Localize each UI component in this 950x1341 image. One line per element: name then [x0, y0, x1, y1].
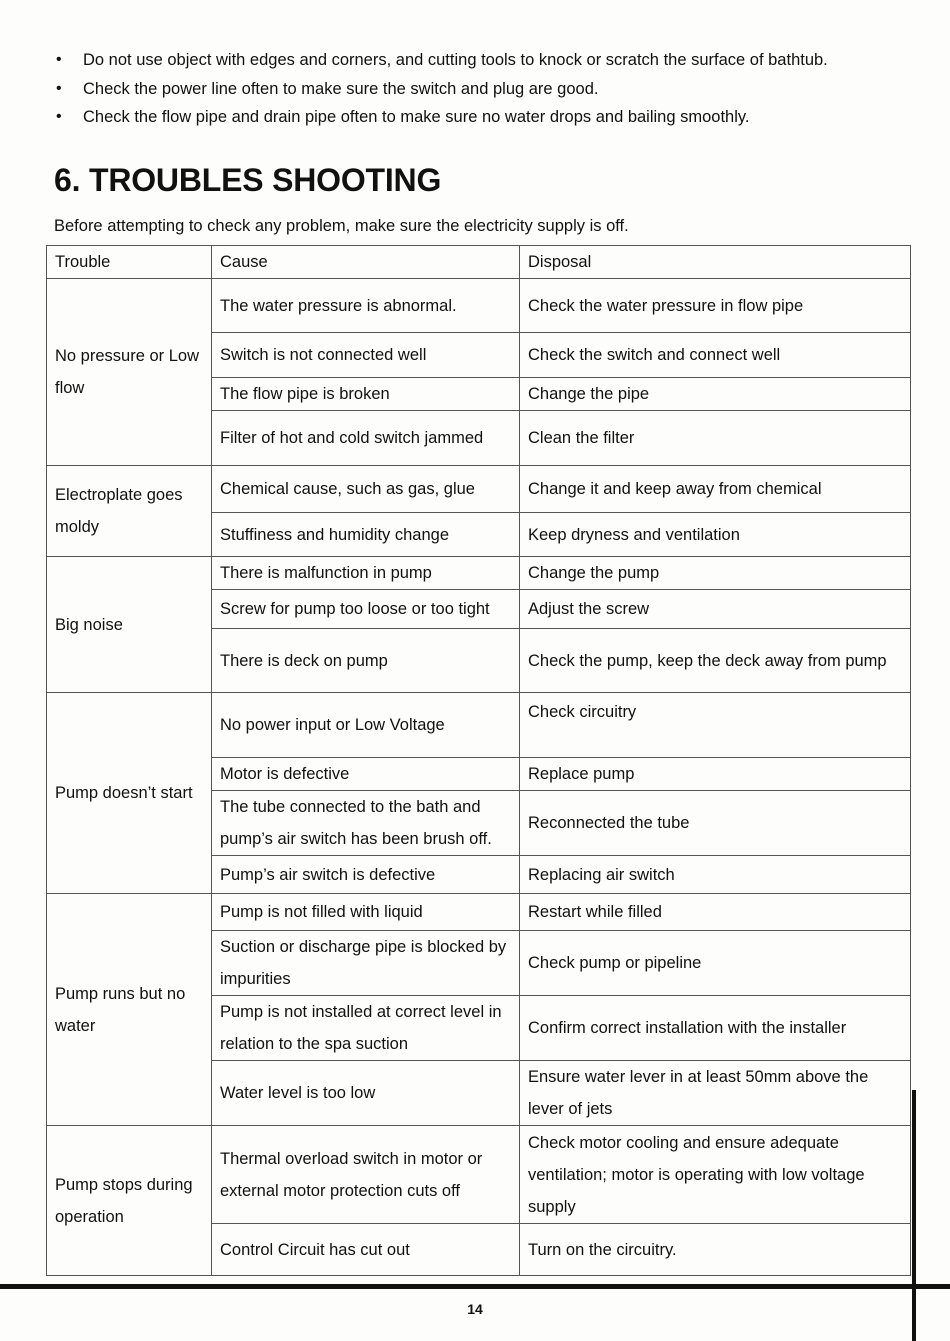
- cause-cell: Stuffiness and humidity change: [212, 513, 520, 557]
- cause-cell: There is deck on pump: [212, 629, 520, 693]
- cause-cell: Pump is not installed at correct level in relation to the spa suction: [212, 996, 520, 1061]
- disposal-cell: Replace pump: [520, 758, 911, 791]
- page-number: 14: [467, 1301, 483, 1317]
- disposal-cell: Turn on the circuitry.: [520, 1224, 911, 1276]
- cause-cell: Switch is not connected well: [212, 333, 520, 378]
- cause-cell: Motor is defective: [212, 758, 520, 791]
- disposal-cell: Check the water pressure in flow pipe: [520, 279, 911, 333]
- header-disposal: Disposal: [520, 246, 911, 279]
- cause-cell: Pump is not filled with liquid: [212, 894, 520, 931]
- disposal-cell: Check motor cooling and ensure adequate ventilation; motor is operating with low voltage supply: [520, 1126, 911, 1224]
- cause-cell: The water pressure is abnormal.: [212, 279, 520, 333]
- bullet-item: • Check the flow pipe and drain pipe often to make sure no water drops and bailing smoothly.: [54, 103, 924, 132]
- disposal-cell: Check the pump, keep the deck away from pump: [520, 629, 911, 693]
- table-row: [47, 279, 911, 333]
- cause-cell: The tube connected to the bath and pump’s air switch has been brush off.: [212, 791, 520, 856]
- cause-cell: Filter of hot and cold switch jammed: [212, 411, 520, 466]
- troubleshooting-table: [46, 245, 911, 1276]
- table-row: [47, 693, 911, 758]
- disposal-cell: Check pump or pipeline: [520, 931, 911, 996]
- disposal-cell: Reconnected the tube: [520, 791, 911, 856]
- disposal-cell: Adjust the screw: [520, 590, 911, 629]
- disposal-cell: Clean the filter: [520, 411, 911, 466]
- cause-cell: Thermal overload switch in motor or external motor protection cuts off: [212, 1126, 520, 1224]
- cause-cell: Control Circuit has cut out: [212, 1224, 520, 1276]
- trouble-cell: No pressure or Low flow: [47, 279, 212, 466]
- table-row: [47, 1126, 911, 1224]
- trouble-cell: Big noise: [47, 557, 212, 693]
- cause-cell: Suction or discharge pipe is blocked by impurities: [212, 931, 520, 996]
- bullet-item: • Check the power line often to make sure the switch and plug are good.: [54, 75, 924, 104]
- header-cause: Cause: [212, 246, 520, 279]
- cause-cell: Chemical cause, such as gas, glue: [212, 466, 520, 513]
- cause-cell: Screw for pump too loose or too tight: [212, 590, 520, 629]
- disposal-cell: Check circuitry: [520, 693, 911, 758]
- trouble-cell: Pump stops during operation: [47, 1126, 212, 1276]
- disposal-cell: Restart while filled: [520, 894, 911, 931]
- footer-divider: [0, 1284, 950, 1289]
- disposal-cell: Change the pump: [520, 557, 911, 590]
- trouble-cell: Pump doesn’t start: [47, 693, 212, 894]
- header-trouble: Trouble: [47, 246, 212, 279]
- intro-text: Before attempting to check any problem, make sure the electricity supply is off.: [54, 217, 629, 235]
- disposal-cell: Check the switch and connect well: [520, 333, 911, 378]
- disposal-cell: Change it and keep away from chemical: [520, 466, 911, 513]
- cause-cell: Pump’s air switch is defective: [212, 856, 520, 894]
- table-row: [47, 466, 911, 513]
- cause-cell: Water level is too low: [212, 1061, 520, 1126]
- maintenance-bullet-list: [54, 46, 924, 132]
- cause-cell: The flow pipe is broken: [212, 378, 520, 411]
- cause-cell: There is malfunction in pump: [212, 557, 520, 590]
- disposal-cell: Ensure water lever in at least 50mm above the lever of jets: [520, 1061, 911, 1126]
- disposal-cell: Confirm correct installation with the installer: [520, 996, 911, 1061]
- disposal-cell: Change the pipe: [520, 378, 911, 411]
- table-row: [47, 894, 911, 931]
- table-header-row: [47, 246, 911, 279]
- trouble-cell: Electroplate goes moldy: [47, 466, 212, 557]
- bullet-item: • Do not use object with edges and corners, and cutting tools to knock or scratch the surface of bathtub.: [54, 46, 924, 75]
- cause-cell: No power input or Low Voltage: [212, 693, 520, 758]
- disposal-cell: Replacing air switch: [520, 856, 911, 894]
- section-title: 6. TROUBLES SHOOTING: [54, 162, 442, 198]
- trouble-cell: Pump runs but no water: [47, 894, 212, 1126]
- table-row: [47, 557, 911, 590]
- disposal-cell: Keep dryness and ventilation: [520, 513, 911, 557]
